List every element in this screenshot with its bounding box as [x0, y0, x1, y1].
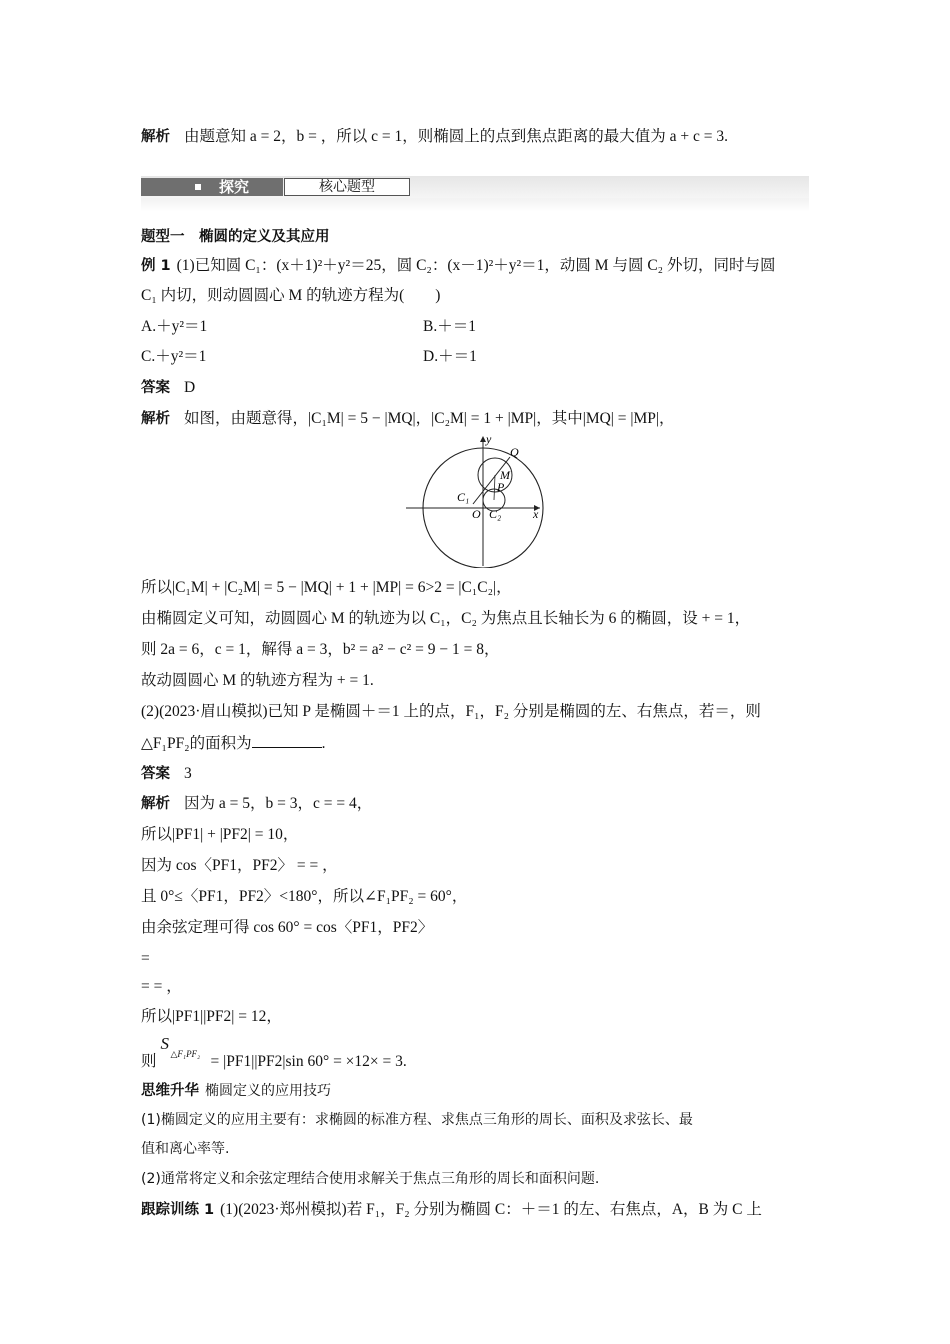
answer2-row: [141, 764, 192, 784]
answer-blank: [252, 733, 322, 748]
step4: 故动圆圆心 M 的轨迹方程为 + = 1.: [141, 672, 374, 689]
analysis-text: 由题意知 a = 2，b = ，所以 c = 1，则椭圆上的点到焦点距离的最大值为 a + c = 3.: [184, 128, 728, 145]
s8: [141, 1034, 407, 1072]
thinking-label: 思维升华: [141, 1083, 199, 1099]
banner-section-title: 探究: [219, 178, 250, 196]
square-icon: [195, 184, 201, 190]
section-banner: [141, 176, 809, 212]
s1: 所以|PF1| + |PF2| = 10，: [141, 826, 299, 843]
circle-figure: [406, 434, 558, 568]
s8-rest: = |PF1||PF2|sin 60° = ×12× = 3.: [210, 1053, 407, 1070]
analysis2-text: 因为 a = 5，b = 3，c = = 4，: [184, 795, 373, 812]
option-b: B.＋＝1: [423, 318, 476, 335]
banner-shadow: [141, 198, 809, 212]
axis-y-label: y: [486, 434, 492, 446]
s6: = = ，: [141, 978, 182, 995]
part2-line2: [141, 733, 325, 754]
point-c1-label: C₁: [457, 490, 470, 504]
tracking-label: 跟踪训练 1: [141, 1202, 215, 1218]
analysis1-row: [141, 409, 675, 429]
answer-label: 答案: [141, 380, 170, 396]
point-q-label: Q: [510, 445, 519, 459]
answer2-value: 3: [184, 765, 192, 782]
option-a: A.＋y²＝1: [141, 318, 208, 335]
banner-subtitle: 核心题型: [284, 178, 410, 196]
type-one-heading: 题型一 椭圆的定义及其应用: [141, 229, 330, 245]
top-analysis: [141, 127, 728, 147]
example1-label: 例 1: [141, 258, 171, 274]
point-m-label: M: [500, 468, 510, 482]
thinking-heading: [141, 1081, 331, 1101]
example1-part1-line2: C₁ 内切，则动圆圆心 M 的轨迹方程为( ): [141, 287, 441, 304]
step3: 则 2a = 6，c = 1，解得 a = 3，b² = a² − c² = 9 − 1 = 8，: [141, 641, 500, 658]
tracking-text: (1)(2023·郑州模拟)若 F₁，F₂ 分别为椭圆 C：＋＝1 的左、右焦点，A，B 为 C 上: [220, 1201, 762, 1218]
point-c2-label: C₂: [489, 507, 502, 521]
answer1-row: [141, 378, 195, 398]
tracking-row: [141, 1200, 762, 1220]
s2: 因为 cos〈PF1，PF2〉 = = ，: [141, 857, 338, 874]
thinking-title: 椭圆定义的应用技巧: [205, 1083, 331, 1099]
part2-end: .: [321, 735, 326, 752]
step2: 由椭圆定义可知，动圆圆心 M 的轨迹为以 C₁，C₂ 为焦点且长轴长为 6 的椭圆，设 + = 1，: [141, 610, 751, 627]
analysis1-text: 如图，由题意得，|C₁M| = 5 − |MQ|，|C₂M| = 1 + |MP|，其中|MQ| = |MP|，: [184, 410, 675, 427]
analysis-label: 解析: [141, 411, 170, 427]
point-p-label: P: [497, 480, 505, 494]
area-symbol: S: [160, 1034, 170, 1053]
s3: 且 0°≤〈PF1，PF2〉<180°，所以∠F₁PF₂ = 60°，: [141, 888, 468, 905]
option-d: D.＋＝1: [423, 348, 477, 365]
analysis-label: 解析: [141, 796, 170, 812]
s8-prefix: 则: [141, 1053, 157, 1070]
answer-label: 答案: [141, 766, 170, 782]
answer1-value: D: [184, 379, 196, 396]
thinking-p2: (2)通常将定义和余弦定理结合使用求解关于焦点三角形的周长和面积问题.: [141, 1171, 600, 1187]
part2-line1: (2)(2023·眉山模拟)已知 P 是椭圆＋＝1 上的点，F₁，F₂ 分别是椭圆的左、右焦点，若＝，则: [141, 703, 761, 720]
s4: 由余弦定理可得 cos 60° = cos〈PF1，PF2〉: [141, 919, 434, 936]
area-subscript: △F₁PF₂: [170, 1049, 201, 1059]
point-o-label: O: [472, 507, 481, 521]
analysis-label: 解析: [141, 129, 170, 145]
part2-line2-text: △F₁PF₂的面积为: [141, 735, 252, 752]
thinking-p1-line2: 值和离心率等.: [141, 1141, 230, 1157]
axis-x-label: x: [533, 507, 539, 521]
option-c: C.＋y²＝1: [141, 348, 207, 365]
s5: =: [141, 950, 150, 967]
example1-part1-line1: (1)已知圆 C₁：(x＋1)²＋y²＝25，圆 C₂：(x－1)²＋y²＝1，动圆 M 与圆 C₂ 外切，同时与圆: [176, 257, 776, 274]
banner-dark-tab: [141, 178, 283, 196]
thinking-p1-line1: (1)椭圆定义的应用主要有：求椭圆的标准方程、求焦点三角形的周长、面积及求弦长、最: [141, 1112, 693, 1128]
s7: 所以|PF1||PF2| = 12，: [141, 1008, 282, 1025]
analysis2-row: [141, 794, 372, 814]
example1-line1: [141, 256, 775, 276]
step1: 所以|C₁M| + |C₂M| = 5 − |MQ| + 1 + |MP| = 6>2 = |C₁C₂|，: [141, 579, 512, 596]
